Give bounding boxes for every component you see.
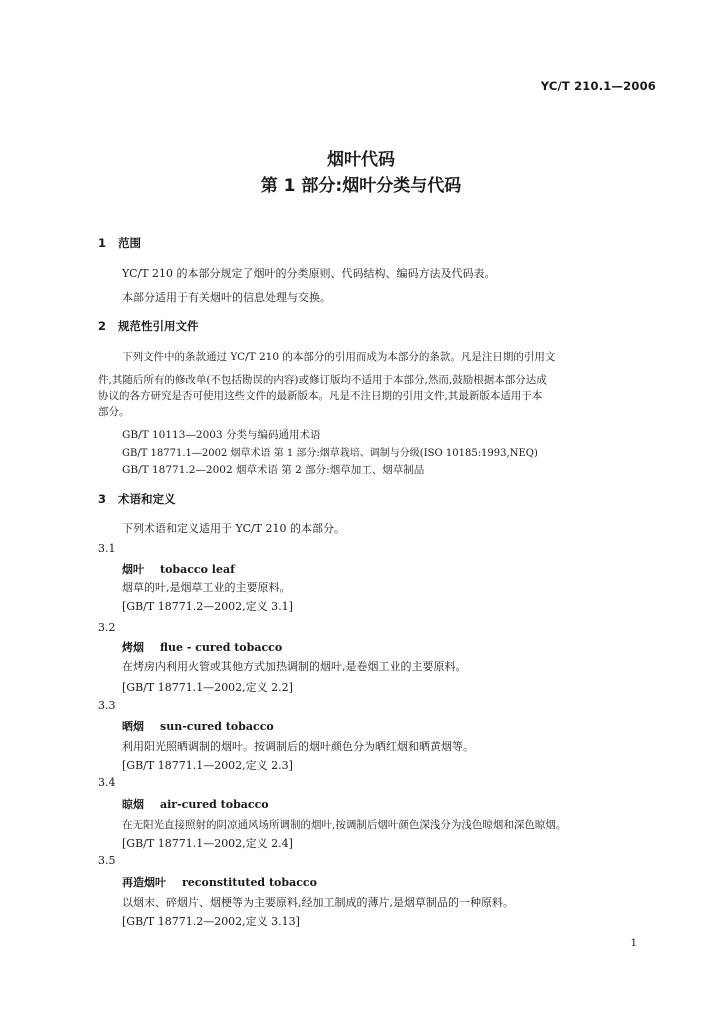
- section-number: 1: [98, 236, 107, 250]
- paragraph: 本部分适用于有关烟叶的信息处理与交换。: [122, 291, 331, 304]
- term-zh: 烟叶: [122, 563, 144, 576]
- section-heading-terms-definitions: [98, 491, 176, 507]
- document-subtitle: 第 1 部分:烟叶分类与代码: [260, 176, 462, 196]
- term-number: 3.2: [98, 621, 116, 634]
- term-zh: 晾烟: [122, 798, 144, 811]
- section-title: 规范性引用文件: [118, 319, 199, 333]
- term-heading: [122, 639, 282, 655]
- section-number: 2: [98, 319, 107, 333]
- term-source: [GB/T 18771.1—2002,定义 2.3]: [122, 759, 293, 772]
- term-number: 3.4: [98, 776, 116, 789]
- term-source: [GB/T 18771.1—2002,定义 2.2]: [122, 681, 293, 694]
- section-heading-normative-references: [98, 318, 199, 334]
- term-definition: 在无阳光直接照射的阴凉通风场所调制的烟叶,按调制后烟叶颜色深浅分为浅色晾烟和深色晾烟。: [122, 819, 567, 831]
- term-source: [GB/T 18771.2—2002,定义 3.1]: [122, 600, 293, 613]
- term-en: reconstituted tobacco: [182, 876, 317, 889]
- term-heading: [122, 561, 235, 577]
- term-number: 3.3: [98, 699, 116, 712]
- reference-item: GB/T 18771.1—2002 烟草术语 第 1 部分:烟草栽培、调制与分级(ISO 10185:1993,NEQ): [122, 448, 538, 459]
- section-title: 范围: [118, 236, 141, 250]
- term-definition: 烟草的叶,是烟草工业的主要原料。: [122, 581, 291, 594]
- section-title: 术语和定义: [118, 492, 176, 506]
- paragraph-line: 部分。: [98, 406, 130, 418]
- term-source: [GB/T 18771.1—2002,定义 2.4]: [122, 837, 293, 850]
- paragraph-line: 件,其随后所有的修改单(不包括勘误的内容)或修订版均不适用于本部分,然而,鼓励根据本部分达成: [98, 374, 547, 386]
- term-heading: [122, 718, 274, 734]
- term-heading: [122, 796, 269, 812]
- reference-item: GB/T 18771.2—2002 烟草术语 第 2 部分:烟草加工、烟草制品: [122, 464, 425, 476]
- term-number: 3.5: [98, 854, 116, 867]
- paragraph-line: 下列文件中的条款通过 YC/T 210 的本部分的引用而成为本部分的条款。凡是注日期的引用文: [122, 351, 556, 363]
- term-definition: 以烟末、碎烟片、烟梗等为主要原料,经加工制成的薄片,是烟草制品的一种原料。: [122, 896, 514, 909]
- section-number: 3: [98, 492, 107, 506]
- reference-item: GB/T 10113—2003 分类与编码通用术语: [122, 429, 321, 441]
- document-title: 烟叶代码: [327, 150, 395, 170]
- term-en: sun-cured tobacco: [160, 720, 274, 733]
- page-number: 1: [630, 938, 637, 949]
- term-heading: [122, 874, 317, 890]
- standard-code: YC/T 210.1—2006: [540, 79, 656, 93]
- section-heading-scope: [98, 235, 141, 251]
- term-source: [GB/T 18771.2—2002,定义 3.13]: [122, 915, 300, 928]
- paragraph: 下列术语和定义适用于 YC/T 210 的本部分。: [122, 522, 346, 535]
- term-zh: 烤烟: [122, 641, 144, 654]
- term-number: 3.1: [98, 542, 116, 555]
- paragraph: YC/T 210 的本部分规定了烟叶的分类原则、代码结构、编码方法及代码表。: [122, 267, 496, 280]
- term-definition: 利用阳光照晒调制的烟叶。按调制后的烟叶颜色分为晒红烟和晒黄烟等。: [122, 740, 474, 753]
- term-en: tobacco leaf: [160, 563, 235, 576]
- term-zh: 再造烟叶: [122, 876, 166, 889]
- term-zh: 晒烟: [122, 720, 144, 733]
- term-definition: 在烤房内利用火管或其他方式加热调制的烟叶,是卷烟工业的主要原料。: [122, 660, 467, 673]
- term-en: flue - cured tobacco: [160, 641, 283, 654]
- paragraph-line: 协议的各方研究是否可使用这些文件的最新版本。凡是不注日期的引用文件,其最新版本适用于本: [98, 390, 543, 402]
- term-en: air-cured tobacco: [160, 798, 269, 811]
